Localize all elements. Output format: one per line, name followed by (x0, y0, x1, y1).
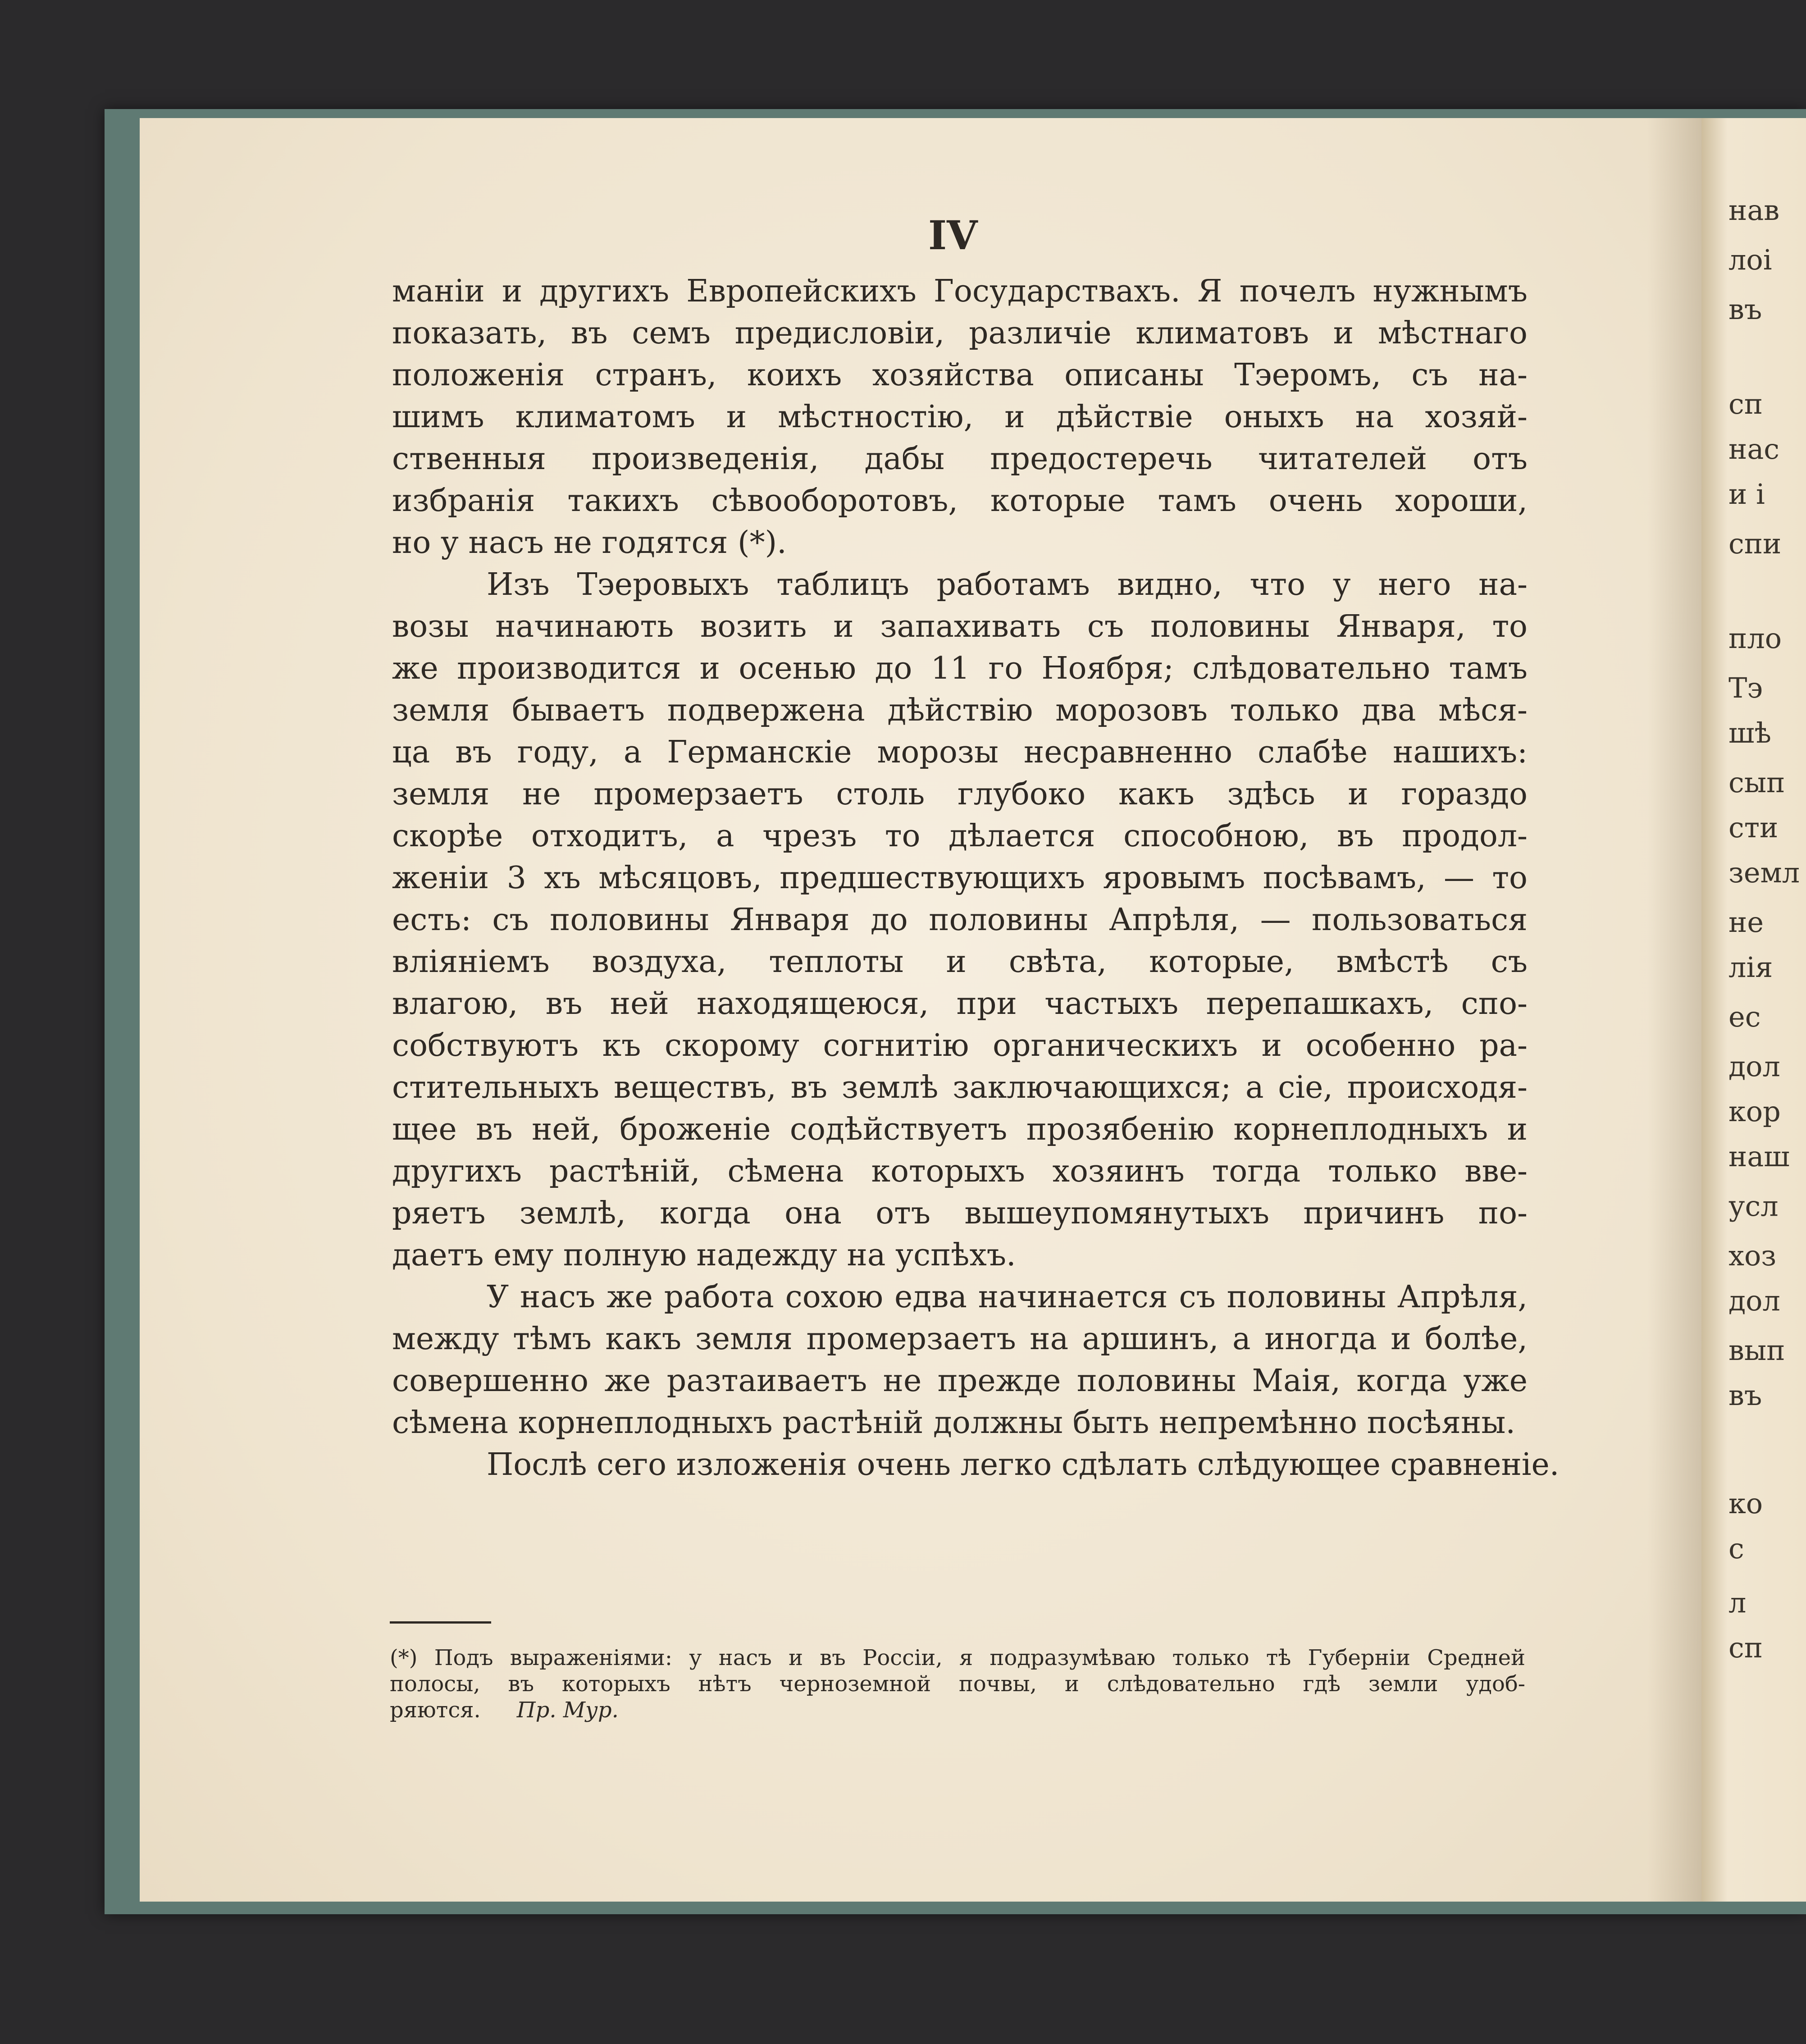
text-line: шимъ климатомъ и мѣстностію, и дѣйствіе оныхъ на хозяй- (392, 399, 1528, 435)
adjacent-page-fragment: усл (1728, 1190, 1779, 1223)
adjacent-page-fragment: пло (1728, 622, 1782, 655)
adjacent-page-edge (1701, 118, 1806, 1902)
page-number: IV (928, 212, 978, 259)
text-line: есть: съ половины Января до половины Апрѣля, — пользоваться (392, 902, 1528, 938)
adjacent-page-fragment: сп (1728, 1631, 1763, 1664)
footnote-divider (390, 1621, 491, 1624)
text-line: вліяніемъ воздуха, теплоты и свѣта, которые, вмѣстѣ съ (392, 944, 1528, 980)
text-line: щее въ ней, броженіе содѣйствуетъ прозябенію корнеплодныхъ и (392, 1112, 1528, 1147)
text-line: ца въ году, а Германскіе морозы несравненно слабѣе нашихъ: (392, 735, 1528, 770)
text-line: между тѣмъ какъ земля промерзаетъ на аршинъ, а иногда и болѣе, (392, 1321, 1528, 1357)
text-line: маніи и другихъ Европейскихъ Государствахъ. Я почелъ нужнымъ (392, 274, 1528, 309)
adjacent-page-fragment: вып (1728, 1334, 1785, 1367)
text-line: собствуютъ къ скорому согнитію органическихъ и особенно ра- (392, 1028, 1528, 1063)
text-line: показать, въ семъ предисловіи, различіе климатовъ и мѣстнаго (392, 315, 1528, 351)
text-line: женіи 3 хъ мѣсяцовъ, предшествующихъ яровымъ посѣвамъ, — то (392, 860, 1528, 896)
text-line: положенія странъ, коихъ хозяйства описаны Тэеромъ, съ на- (392, 357, 1528, 393)
text-line: Послѣ сего изложенія очень легко сдѣлать слѣдующее сравненіе. (487, 1447, 1560, 1483)
paragraph (392, 564, 1528, 1276)
footnote-signature: Пр. Мур. (516, 1697, 619, 1723)
adjacent-page-fragment: л (1728, 1586, 1747, 1619)
adjacent-page-fragment: дол (1728, 1284, 1780, 1317)
adjacent-page-fragment: лоі (1728, 243, 1772, 276)
text-line: даетъ ему полную надежду на успѣхъ. (392, 1237, 1016, 1273)
text-line: влагою, въ ней находящеюся, при частыхъ перепашкахъ, спо- (392, 986, 1528, 1022)
text-line: земля не промерзаетъ столь глубоко какъ здѣсь и гораздо (392, 776, 1528, 812)
adjacent-page-fragment: с (1728, 1532, 1744, 1565)
footnote-line: ряются. Пр. Мур. (390, 1697, 619, 1723)
text-line: У насъ же работа сохою едва начинается съ половины Апрѣля, (487, 1279, 1528, 1315)
adjacent-page-fragment: ко (1728, 1487, 1763, 1520)
adjacent-page-fragment: хоз (1728, 1239, 1777, 1272)
paragraph (392, 1276, 1528, 1444)
adjacent-page-fragment: нав (1728, 194, 1780, 227)
adjacent-page-fragment: сти (1728, 811, 1779, 844)
text-line: сѣмена корнеплодныхъ растѣній должны быть непремѣнно посѣяны. (392, 1405, 1516, 1441)
adjacent-page-fragment: Тэ (1728, 671, 1763, 704)
text-line: избранія такихъ сѣвооборотовъ, которые тамъ очень хороши, (392, 483, 1528, 519)
text-line: но у насъ не годятся (*). (392, 525, 787, 561)
text-line: же производится и осенью до 11 го Ноября; слѣдовательно тамъ (392, 651, 1528, 686)
adjacent-page-fragment: не (1728, 906, 1764, 939)
text-line: другихъ растѣній, сѣмена которыхъ хозяинъ тогда только вве- (392, 1154, 1528, 1189)
text-line: Изъ Тэеровыхъ таблицъ работамъ видно, что у него на- (487, 567, 1528, 602)
adjacent-page-fragment: кор (1728, 1095, 1781, 1128)
body-text (392, 270, 1560, 1486)
adjacent-page-fragment: лія (1728, 951, 1773, 984)
paragraph (392, 270, 1528, 564)
text-line: ряетъ землѣ, когда она отъ вышеупомянутыхъ причинъ по- (392, 1195, 1528, 1231)
adjacent-page-fragment: въ (1728, 293, 1762, 326)
text-line: ственныя произведенія, дабы предостеречь читателей отъ (392, 441, 1528, 477)
adjacent-page-fragment: дол (1728, 1050, 1780, 1083)
adjacent-page-fragment: въ (1728, 1379, 1762, 1412)
text-line: земля бываетъ подвержена дѣйствію морозовъ только два мѣся- (392, 693, 1528, 728)
text-line: совершенно же разтаиваетъ не прежде половины Маія, когда уже (392, 1363, 1528, 1399)
text-line: скорѣе отходитъ, а чрезъ то дѣлается способною, въ продол- (392, 818, 1528, 854)
paragraph (392, 1444, 1560, 1486)
adjacent-page-fragment: шѣ (1728, 716, 1772, 749)
footnote-line: (*) Подъ выраженіями: у насъ и въ Россіи, я подразумѣваю только тѣ Губерніи Средней (390, 1645, 1525, 1670)
footnote-line: полосы, въ которыхъ нѣтъ черноземной почвы, и слѣдовательно гдѣ земли удоб- (390, 1671, 1525, 1697)
adjacent-page-fragment: спи (1728, 527, 1782, 560)
text-line: возы начинають возить и запахивать съ половины Января, то (392, 609, 1528, 644)
adjacent-page-fragment: нас (1728, 433, 1780, 465)
adjacent-page-fragment: сп (1728, 388, 1763, 420)
adjacent-page-fragment: и і (1728, 478, 1765, 511)
text-line: стительныхъ веществъ, въ землѣ заключающихся; а сіе, происходя- (392, 1070, 1528, 1105)
adjacent-page-fragment: наш (1728, 1140, 1790, 1173)
adjacent-page-fragment: ес (1728, 1000, 1761, 1033)
footnote (390, 1645, 1525, 1723)
adjacent-page-fragment: сып (1728, 766, 1785, 799)
adjacent-page-fragment: земл (1728, 856, 1800, 889)
